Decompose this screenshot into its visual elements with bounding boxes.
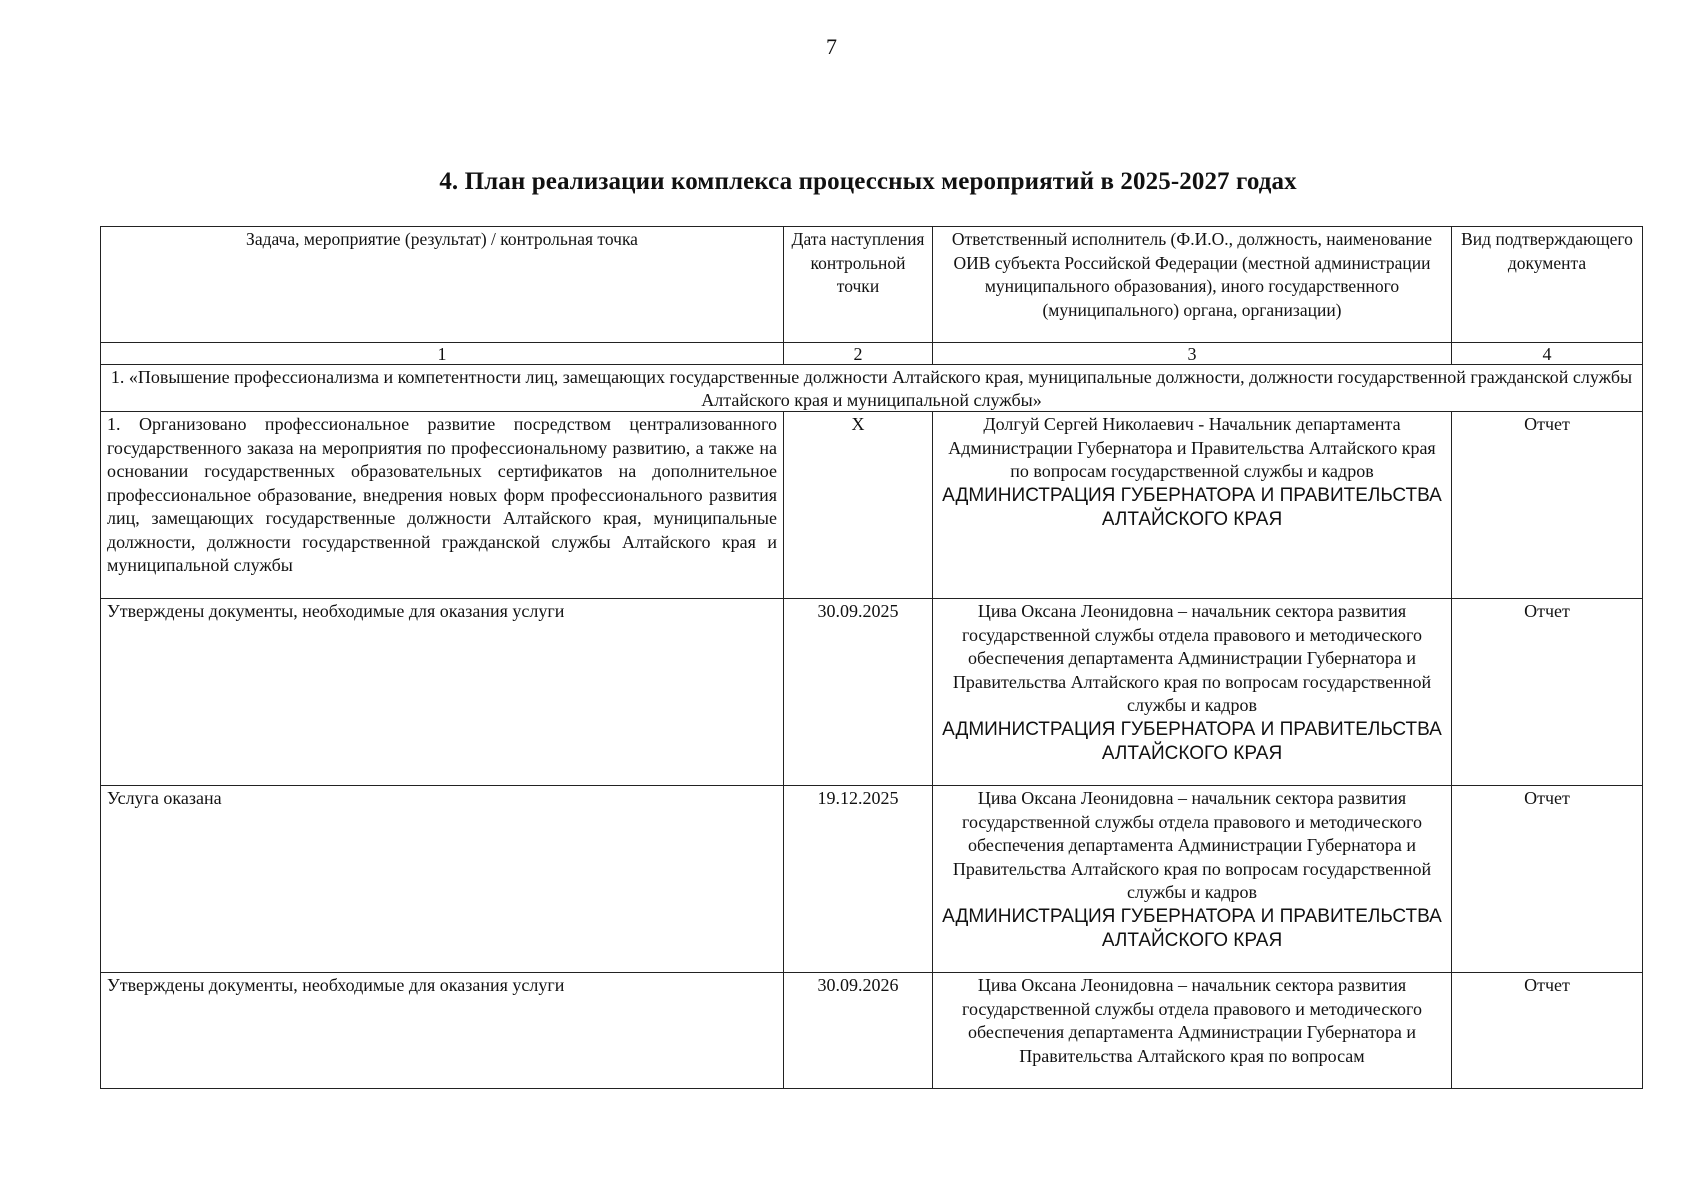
responsible-cell [933,786,1452,973]
column-number: 1 [101,343,784,365]
responsible-cell [933,412,1452,599]
table-row [101,412,1643,599]
responsible-person: Долгуй Сергей Николаевич - Начальник департамента Администрации Губернатора и Правительства Алтайского края по вопросам государственной службы и кадров [948,414,1436,481]
column-number: 4 [1452,343,1643,365]
header-cell-document: Вид подтверждающего документа [1452,227,1643,343]
date-cell: 19.12.2025 [784,786,933,973]
page-number: 7 [826,34,837,59]
responsible-cell [933,599,1452,786]
plan-table [100,226,1643,1089]
document-cell: Отчет [1452,786,1643,973]
date-cell: 30.09.2026 [784,973,933,1089]
responsible-cell [933,973,1452,1089]
task-row [101,365,1643,412]
task-title: 1. «Повышение профессионализма и компетентности лиц, замещающих государственные должности Алтайского края, муниципальные должности, должности государственной гражданской службы Алтайского края и муниципальной службы» [101,365,1643,412]
table-row [101,786,1643,973]
table-row [101,599,1643,786]
document-cell: Отчет [1452,412,1643,599]
header-cell-responsible: Ответственный исполнитель (Ф.И.О., должность, наименование ОИВ субъекта Российской Федерации (местной администрации муниципального образования), иного государственного (муниципального) органа, организации) [933,227,1452,343]
document-cell: Отчет [1452,973,1643,1089]
column-number: 2 [784,343,933,365]
document-cell: Отчет [1452,599,1643,786]
responsible-person: Цива Оксана Леонидовна – начальник сектора развития государственной службы отдела правового и методического обеспечения департамента Администрации Губернатора и Правительства Алтайского края по вопросам государственной службы и кадров [952,601,1432,715]
header-row [101,227,1643,343]
header-cell-task: Задача, мероприятие (результат) / контрольная точка [101,227,784,343]
date-cell: 30.09.2025 [784,599,933,786]
table-row [101,973,1643,1089]
column-number: 3 [933,343,1452,365]
date-cell: X [784,412,933,599]
event-cell: Утверждены документы, необходимые для оказания услуги [101,973,784,1089]
event-cell: Услуга оказана [101,786,784,973]
organization-name: АДМИНИСТРАЦИЯ ГУБЕРНАТОРА И ПРАВИТЕЛЬСТВА АЛТАЙСКОГО КРАЯ [942,718,1442,764]
responsible-person: Цива Оксана Леонидовна – начальник сектора развития государственной службы отдела правового и методического обеспечения департамента Администрации Губернатора и Правительства Алтайского края по вопросам [962,975,1422,1066]
header-cell-date: Дата наступления контрольной точки [784,227,933,343]
column-number-row [101,343,1643,365]
event-cell: Утверждены документы, необходимые для оказания услуги [101,599,784,786]
organization-name: АДМИНИСТРАЦИЯ ГУБЕРНАТОРА И ПРАВИТЕЛЬСТВА АЛТАЙСКОГО КРАЯ [942,484,1442,530]
event-cell: 1. Организовано профессиональное развитие посредством централизованного государственного заказа на мероприятия по профессиональному развитию, а также на основании государственных образовательных сертификатов на дополнительное профессиональное образование, внедрения новых форм профессионального развития лиц, замещающих государственные должности Алтайского края, муниципальные должности, должности государственной гражданской службы Алтайского края и муниципальной службы [101,412,784,599]
section-title: 4. План реализации комплекса процессных мероприятий в 2025-2027 годах [439,168,1297,195]
organization-name: АДМИНИСТРАЦИЯ ГУБЕРНАТОРА И ПРАВИТЕЛЬСТВА АЛТАЙСКОГО КРАЯ [942,905,1442,951]
responsible-person: Цива Оксана Леонидовна – начальник сектора развития государственной службы отдела правового и методического обеспечения департамента Администрации Губернатора и Правительства Алтайского края по вопросам государственной службы и кадров [952,788,1432,902]
